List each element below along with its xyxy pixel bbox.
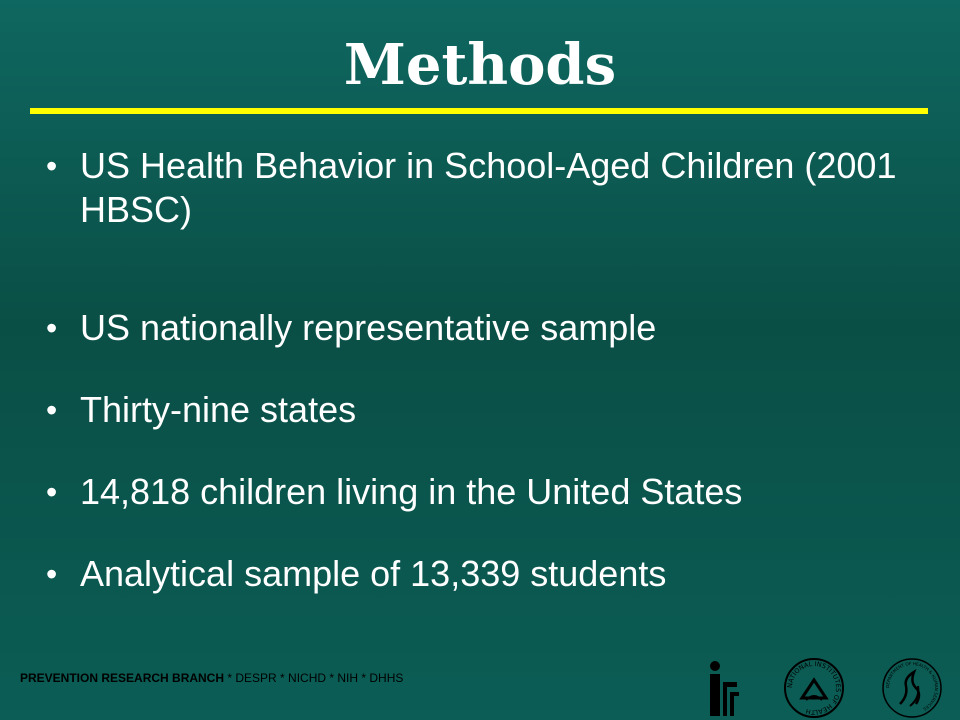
footer-credit [20,671,403,685]
footer-org: PREVENTION RESEARCH BRANCH [20,671,225,685]
dhhs-seal-text: DEPARTMENT OF HEALTH & HUMAN SERVICES [884,660,940,712]
bullet-item [46,388,940,432]
slide-title: Methods [343,32,617,98]
nichd-logo-icon [706,660,740,716]
bullet-glyph: • [46,556,58,592]
bullet-glyph: • [46,392,58,428]
bullet-text: US Health Behavior in School-Aged Children (2001 HBSC) [80,145,897,230]
dhhs-seal-icon [880,656,944,720]
bullet-item [46,470,940,514]
bullet-glyph: • [46,310,58,346]
bullet-item [46,306,940,350]
bullet-text: US nationally representative sample [80,307,657,348]
bullet-glyph: • [46,148,58,184]
bullet-text: 14,818 children living in the United States [80,471,743,512]
bullet-text: Thirty-nine states [80,389,357,430]
bullet-text: Analytical sample of 13,339 students [80,553,667,594]
bullet-item [46,552,940,596]
bullet-glyph: • [46,474,58,510]
nih-seal-icon [782,656,846,720]
svg-text:NATIONAL INSTITUTES OF HEALTH [786,660,842,716]
footer-rest: * DESPR * NICHD * NIH * DHHS [224,671,404,685]
bullet-item [46,144,940,232]
nih-seal-text: NATIONAL INSTITUTES OF HEALTH [785,659,843,717]
